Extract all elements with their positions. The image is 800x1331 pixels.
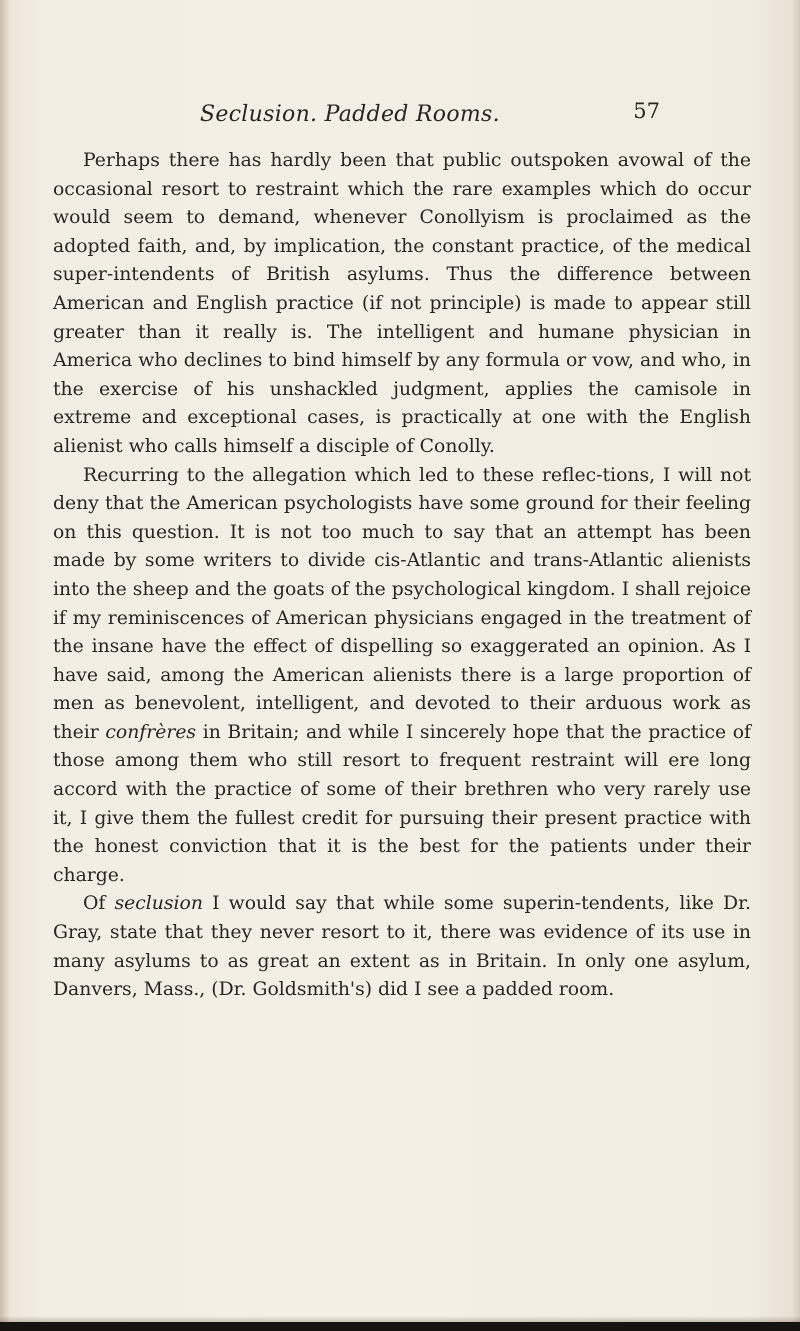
page-binding-edge: [0, 0, 10, 1331]
page-header: [200, 99, 660, 132]
scan-bottom-border: [0, 1322, 800, 1331]
seclusion-italic: seclusion: [114, 893, 203, 915]
paragraph-3-text-b: I would say that while some superin-tendents, like Dr. Gray, state that they never resort to it, there was evidence of its use in many asylums to as great an extent as in Britain. In only one asylum, Danvers, Mass., (Dr. Goldsmith's) did I see a padded room.: [53, 893, 751, 1001]
confreres-italic: confrères: [105, 721, 197, 743]
paragraph-3-text-a: Of: [83, 893, 115, 915]
body-text: [53, 147, 751, 1005]
paragraph-3: [53, 890, 751, 1004]
running-head: Seclusion. Padded Rooms.: [200, 102, 500, 127]
page-number: 57: [633, 99, 660, 123]
paragraph-2: [53, 462, 751, 891]
paragraph-2-text-b: in Britain; and while I sincerely hope that the practice of those among them who still resort to frequent restraint will ere long accord with the practice of some of their brethren who very rarely use it, I give them the fullest credit for pursuing their present practice with the honest conviction that it is the best for the patients under their charge.: [53, 721, 751, 886]
paragraph-1-text: Perhaps there has hardly been that public outspoken avowal of the occasional resort to restraint which the rare examples which do occur would seem to demand, whenever Conollyism is proclaimed as the adopted faith, and, by implication, the constant practice, of the medical super-intendents of British asylums. Thus the difference between American and English practice (if not principle) is made to appear still greater than it really is. The intelligent and humane physician in America who declines to bind himself by any formula or vow, and who, in the exercise of his unshackled judgment, applies the camisole in extreme and exceptional cases, is practically at one with the English alienist who calls himself a disciple of Conolly.: [53, 150, 751, 457]
paragraph-1: [53, 147, 751, 462]
paragraph-2-text-a: Recurring to the allegation which led to these reflec-tions, I will not deny that the American psychologists have some ground for their feeling on this question. It is not too much to say that an attempt has been made by some writers to divide cis-Atlantic and trans-Atlantic alienists into the sheep and the goats of the psychological kingdom. I shall rejoice if my reminiscences of American physicians engaged in the treatment of the insane have the effect of dispelling so exaggerated an opinion. As I have said, among the American alienists there is a large proportion of men as benevolent, intelligent, and devoted to their arduous work as their: [53, 464, 751, 743]
page-outer-edge: [792, 0, 800, 1331]
